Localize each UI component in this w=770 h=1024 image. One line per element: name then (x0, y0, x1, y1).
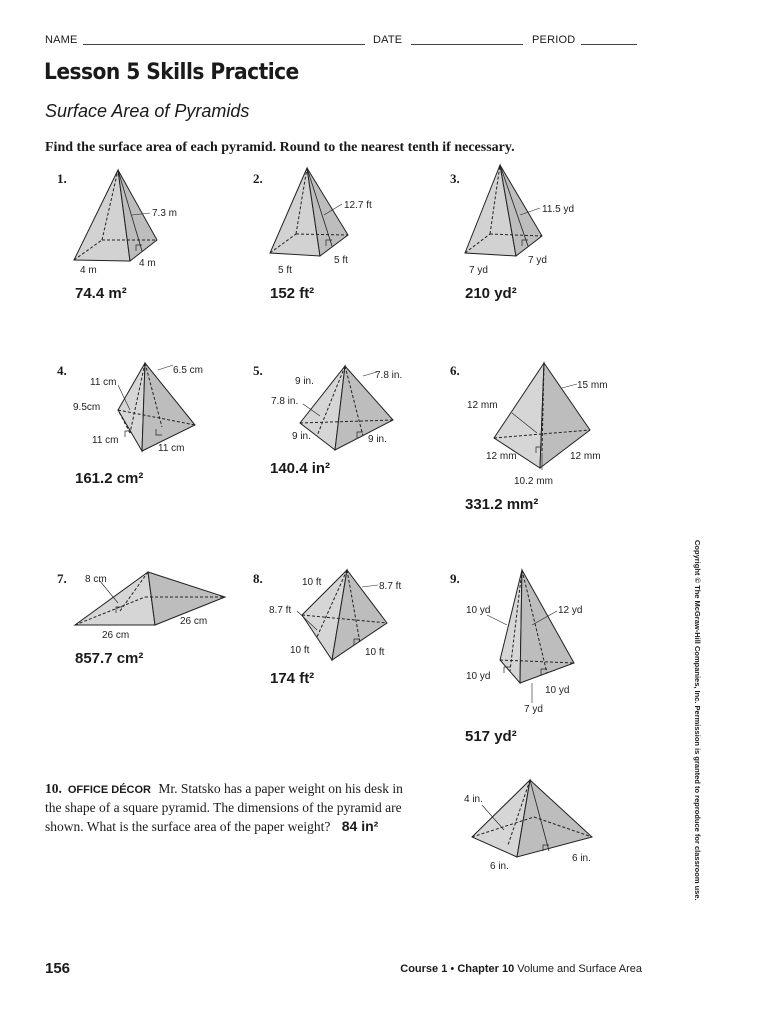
problem-2-figure (262, 160, 412, 275)
problem-10-text (45, 780, 405, 836)
footer-course: Course 1 • Chapter 10 Volume and Surface Area (400, 963, 642, 975)
problem-10-figure (462, 775, 622, 880)
problem-3-figure (460, 160, 610, 275)
problem-6-label-base-b: 12 mm (570, 451, 601, 462)
problem-4-label-slant: 9.5cm (73, 402, 101, 413)
problem-10-answer: 84 in² (341, 818, 379, 834)
problem-8-label-slant-b: 8.7 ft (269, 605, 292, 616)
problem-8-number: 8. (253, 571, 263, 586)
problem-5-number: 5. (253, 363, 263, 378)
problem-9-figure (462, 565, 612, 720)
period-field[interactable] (581, 34, 637, 45)
instructions: Find the surface area of each pyramid. Round to the nearest tenth if necessary. (45, 140, 515, 155)
problem-5-label-base-a: 9 in. (292, 431, 311, 442)
problem-9-label-base-a: 10 yd (466, 671, 491, 682)
problem-4-label-height: 6.5 cm (173, 365, 204, 376)
problem-6-label-edge: 12 mm (467, 400, 498, 411)
problem-1-label-slant: 7.3 m (152, 208, 178, 219)
problem-3-label-base-a: 7 yd (469, 265, 488, 275)
problem-6-label-height: 10.2 mm (514, 476, 553, 487)
problem-6-label-base-a: 12 mm (486, 451, 517, 462)
problem-4-label-base-a: 11 cm (92, 435, 119, 446)
problem-8-label-slant-a: 8.7 ft (379, 581, 402, 592)
problem-3-label-slant: 11.5 yd (542, 204, 575, 215)
problem-9-label-height: 7 yd (524, 704, 543, 715)
problem-9-label-slant-a: 10 yd (466, 605, 491, 616)
name-label: NAME (45, 34, 78, 46)
period-label: PERIOD (532, 34, 576, 46)
problem-9-label-slant-b: 12 yd (558, 605, 583, 616)
page-title: Lesson 5 Skills Practice (44, 60, 299, 85)
page-number: 156 (45, 960, 71, 977)
problem-8-figure (262, 565, 422, 665)
problem-2-number: 2. (253, 171, 263, 186)
problem-5-figure (265, 358, 415, 458)
problem-5-label-slant-b: 7.8 in. (271, 396, 299, 407)
problem-1-figure (62, 165, 212, 280)
date-field[interactable] (411, 34, 523, 45)
problem-2-answer: 152 ft² (270, 285, 315, 302)
problem-6-number: 6. (450, 363, 460, 378)
problem-10-question: Mr. Statsko has a paper weight on his desk in the shape of a square pyramid. The dimensions of the pyramid are shown. What is the surface area of the paper weight? (45, 781, 403, 834)
problem-8-answer: 174 ft² (270, 670, 315, 687)
problem-5-answer: 140.4 in² (270, 460, 331, 477)
problem-9-label-base-b: 10 yd (545, 685, 570, 696)
problem-5-label-slant-a: 7.8 in. (375, 370, 403, 381)
problem-6-answer: 331.2 mm² (465, 496, 539, 513)
problem-1-number: 1. (57, 171, 67, 186)
problem-6-label-slant: 15 mm (577, 380, 608, 391)
problem-10-label-base-a: 6 in. (490, 861, 509, 872)
problem-10-number: 10. (45, 781, 62, 796)
problem-4-figure (70, 355, 220, 470)
problem-1-label-base-a: 4 m (80, 265, 97, 276)
problem-7-label-base-b: 26 cm (180, 616, 208, 627)
problem-2-label-base-b: 5 ft (334, 255, 348, 266)
problem-4-label-edge: 11 cm (90, 377, 117, 388)
problem-10-label-base-b: 6 in. (572, 853, 591, 864)
page-subtitle: Surface Area of Pyramids (45, 101, 250, 121)
copyright-notice: Copyright © The McGraw-Hill Companies, Inc. Permission is granted to reproduce for classroom use. (693, 540, 702, 901)
problem-7-label-height: 8 cm (85, 574, 107, 585)
problem-3-number: 3. (450, 171, 460, 186)
problem-8-label-base-b: 10 ft (365, 647, 385, 658)
problem-4-label-base-b: 11 cm (158, 443, 185, 454)
problem-9-number: 9. (450, 571, 460, 586)
problem-9-answer: 517 yd² (465, 728, 517, 745)
date-label: DATE (373, 34, 403, 46)
problem-10-category: OFFICE DÉCOR (67, 784, 151, 796)
problem-10-label-height: 4 in. (464, 794, 483, 805)
problem-3-answer: 210 yd² (465, 285, 517, 302)
problem-7-number: 7. (57, 571, 67, 586)
problem-8-label-top: 10 ft (302, 577, 322, 588)
problem-5-label-top: 9 in. (295, 376, 314, 387)
problem-4-number: 4. (57, 363, 67, 378)
problem-1-label-base-b: 4 m (139, 258, 156, 269)
problem-7-figure (70, 565, 240, 650)
problem-7-label-base-a: 26 cm (102, 630, 130, 641)
problem-3-label-base-b: 7 yd (528, 255, 547, 266)
problem-2-label-slant: 12.7 ft (344, 200, 372, 211)
problem-8-label-base-a: 10 ft (290, 645, 310, 656)
problem-7-answer: 857.7 cm² (75, 650, 144, 667)
name-field[interactable] (83, 34, 365, 45)
problem-2-label-base-a: 5 ft (278, 265, 292, 275)
problem-5-label-base-b: 9 in. (368, 434, 387, 445)
problem-1-answer: 74.4 m² (75, 285, 127, 302)
problem-4-answer: 161.2 cm² (75, 470, 144, 487)
problem-6-figure (462, 358, 612, 488)
